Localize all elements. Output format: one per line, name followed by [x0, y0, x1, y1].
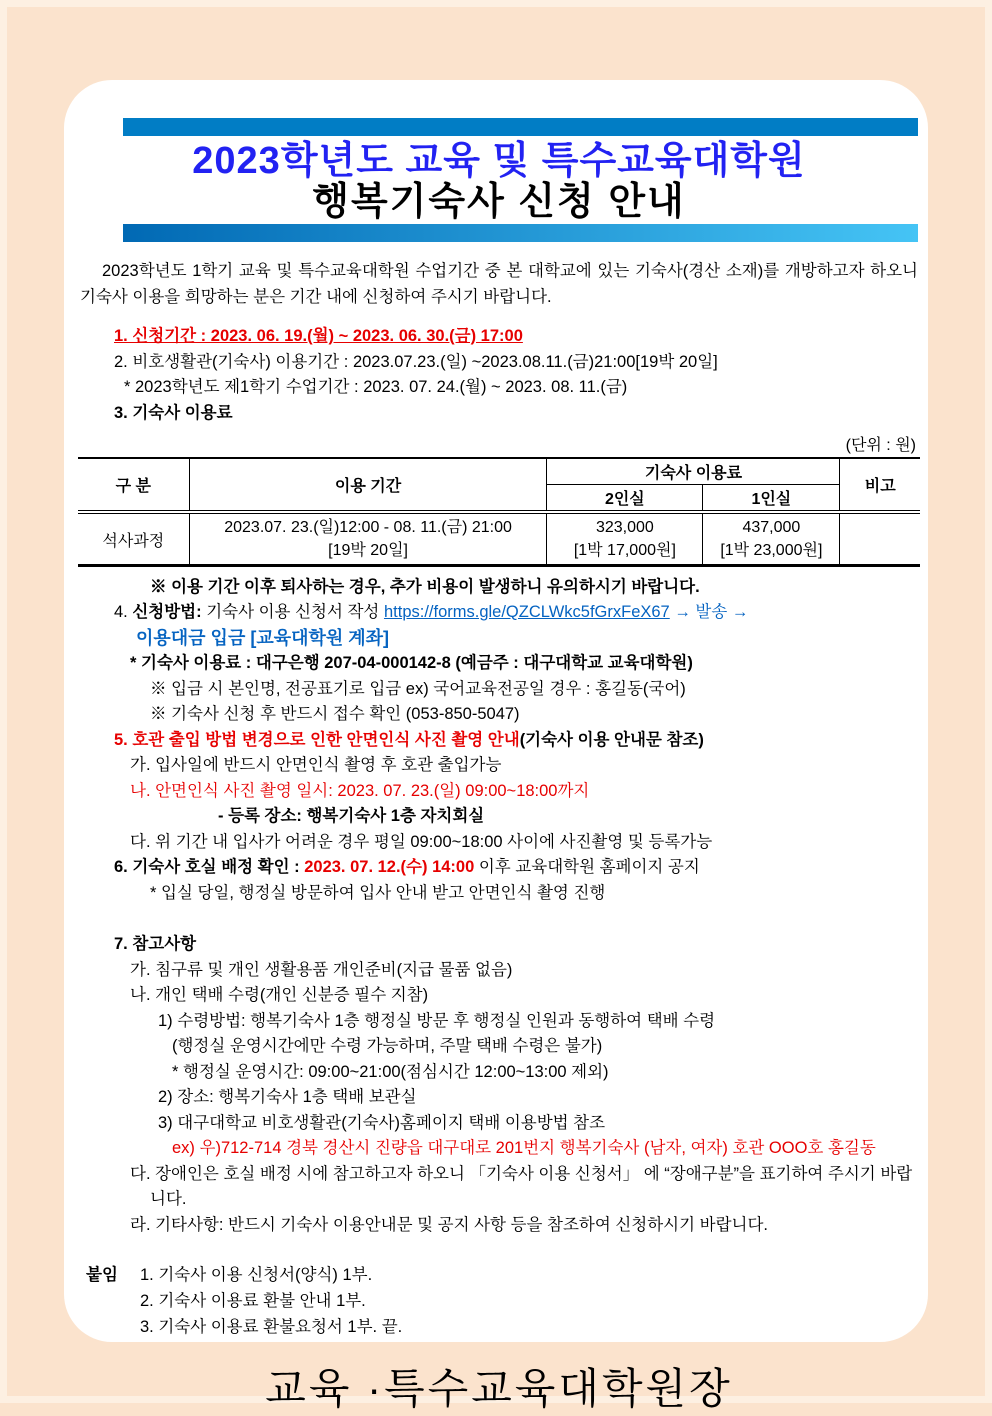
section5-item-da: 다. 위 기간 내 입사가 어려운 경우 평일 09:00~18:00 사이에 사진촬영 및 등록가능: [130, 832, 713, 851]
attachments-label: 붙임: [86, 1266, 118, 1284]
cell-single-fee: [703, 512, 840, 566]
section4-confirm-note: ※ 기숙사 신청 후 반드시 접수 확인 (053-850-5047): [150, 705, 520, 723]
title-line1: 2023학년도 교육 및 특수교육대학원: [192, 140, 806, 182]
section6-line: [78, 855, 920, 881]
section7-item-ga: 가. 침구류 및 개인 생활용품 개인준비(지급 물품 없음): [130, 960, 513, 979]
intro-paragraph: 2023학년도 1학기 교육 및 특수교육대학원 수업기간 중 본 대학교에 있는 기숙사(경산 소재)를 개방하고자 하오니 기숙사 이용을 희망하는 분은 기간 내에 신청하여 주시기 바랍니다.: [80, 262, 918, 306]
attachment-item-1: 1. 기숙사 이용 신청서(양식) 1부.: [140, 1266, 373, 1284]
section6-date: 2023. 07. 12.(수) 14:00: [304, 858, 475, 876]
section4-number: 4.: [114, 603, 128, 621]
cell-single-fee-amount: 437,000: [742, 519, 801, 536]
attachments-block: [78, 1262, 920, 1340]
document-sheet: [64, 80, 928, 1412]
table-caution-note: ※ 이용 기간 이후 퇴사하는 경우, 추가 비용이 발생하니 유의하시기 바랍니다.: [150, 578, 700, 596]
section7-item-n2: 2) 장소: 행복기숙사 1층 택배 보관실: [158, 1088, 417, 1106]
attachment-item-2: 2. 기숙사 이용료 환불 안내 1부.: [140, 1292, 366, 1310]
section7-item-ra: 라. 기타사항: 반드시 기숙사 이용안내문 및 공지 사항 등을 참조하여 신청하시기 바랍니다.: [130, 1215, 768, 1234]
title-line2: 행복기숙사 신청 안내: [312, 181, 686, 223]
section7-title: 7. 참고사항: [114, 935, 197, 953]
attachments-list: [140, 1262, 402, 1340]
section4-post-link: → 발송 →: [674, 603, 749, 621]
section4-label: 신청방법:: [132, 603, 202, 621]
section6-sub-note: * 입실 당일, 행정실 방문하여 입사 안내 받고 안면인식 촬영 진행: [150, 883, 606, 902]
blank-gap: [78, 1238, 920, 1258]
col-header-period: 이용 기간: [189, 458, 547, 512]
section7-item-n1-note2: * 행정실 운영시간: 09:00~21:00(점심시간 12:00~13:00 제외): [172, 1062, 609, 1081]
item-semester-note: * 2023학년도 제1학기 수업기간 : 2023. 07. 24.(월) ~ 2023. 08. 11.(금): [124, 378, 628, 396]
fee-table: [78, 457, 920, 567]
cell-period: [189, 512, 547, 566]
section6-label: 6. 기숙사 호실 배정 확인 :: [114, 858, 305, 876]
section4-line2-payment: 이용대금 입금 [교육대학원 계좌]: [136, 627, 390, 648]
cell-period-main: 2023.07. 23.(일)12:00 - 08. 11.(금) 21:00: [224, 519, 512, 536]
section7-item-na: 나. 개인 택배 수령(개인 신분증 필수 지참): [130, 986, 429, 1004]
section7-item-n3: 3) 대구대학교 비호생활관(기숙사)홈페이지 택배 이용방법 참조: [158, 1113, 606, 1132]
blank-gap: [78, 906, 920, 932]
section5-title-black: (기숙사 이용 안내문 참조): [519, 730, 704, 749]
header-top-bar: [123, 118, 918, 136]
attachment-item-3: 3. 기숙사 이용료 환불요청서 1부. 끝.: [140, 1318, 403, 1336]
cell-double-fee-amount: 323,000: [595, 519, 654, 536]
section6-rest: 이후 교육대학원 홈페이지 공지: [474, 858, 700, 876]
section5-title-red: 5. 호관 출입 방법 변경으로 인한 안면인식 사진 촬영 안내: [114, 730, 520, 749]
col-header-category: 구 분: [78, 458, 189, 512]
header-gradient-bar: [123, 224, 918, 242]
section4-line1: [78, 600, 920, 626]
application-form-link[interactable]: https://forms.gle/QZCLWkc5fGrxFeX67: [383, 603, 670, 621]
item-usage-period: 2. 비호생활관(기숙사) 이용기간 : 2023.07.23.(일) ~2023.08.11.(금)21:00[19박 20일]: [114, 352, 718, 371]
section4-pre-link: 기숙사 이용 신청서 작성: [206, 603, 380, 621]
item-application-period: 1. 신청기간 : 2023. 06. 19.(월) ~ 2023. 06. 30.(금) 17:00: [114, 327, 523, 345]
section5-item-ga: 가. 입사일에 반드시 안면인식 촬영 후 호관 출입가능: [130, 756, 502, 774]
section7-item-da: 다. 장애인은 호실 배정 시에 참고하고자 하오니 「기숙사 이용 신청서」 에 “장애구분”을 표기하여 주시기 바랍니다.: [130, 1164, 913, 1208]
section7-item-n1: 1) 수령방법: 행복기숙사 1층 행정실 방문 후 행정실 인원과 동행하여 택배 수령: [158, 1011, 716, 1030]
section7-item-n1-note1: (행정실 운영시간에만 수령 가능하며, 주말 택배 수령은 불가): [172, 1037, 603, 1055]
cell-single-fee-per-night: [1박 23,000원]: [720, 542, 823, 559]
section4-deposit-note: ※ 입금 시 본인명, 전공표기로 입금 ex) 국어교육전공일 경우 : 홍길동(국어): [150, 679, 686, 698]
cell-period-sub: [19박 20일]: [328, 542, 408, 559]
unit-note: (단위 : 원): [845, 437, 916, 454]
col-header-fee-group: 기숙사 이용료: [547, 458, 840, 485]
cell-category: 석사과정: [78, 512, 189, 566]
section7-address-example: ex) 우)712-714 경북 경산시 진량읍 대구대로 201번지 행복기숙사 (남자, 여자) 호관 OOO호 홍길동: [172, 1139, 876, 1157]
section5-item-na: 나. 안면인식 사진 촬영 일시: 2023. 07. 23.(일) 09:00~18:00까지: [130, 781, 590, 800]
section5-register-place: - 등록 장소: 행복기숙사 1층 자치회실: [218, 807, 485, 825]
section4-bank-account: * 기숙사 이용료 : 대구은행 207-04-000142-8 (예금주 : 대구대학교 교육대학원): [130, 654, 693, 672]
signature-title: 교육 ·특수교육대학원장: [265, 1365, 733, 1412]
col-header-note: 비고: [840, 458, 920, 512]
cell-double-fee-per-night: [1박 17,000원]: [573, 542, 676, 559]
col-header-single-room: 1인실: [703, 485, 840, 513]
cell-note-empty: [840, 512, 920, 566]
cell-double-fee: [547, 512, 703, 566]
item-fee-heading: 3. 기숙사 이용료: [114, 403, 233, 422]
col-header-double-room: 2인실: [547, 485, 703, 513]
section5-title: [78, 728, 920, 754]
